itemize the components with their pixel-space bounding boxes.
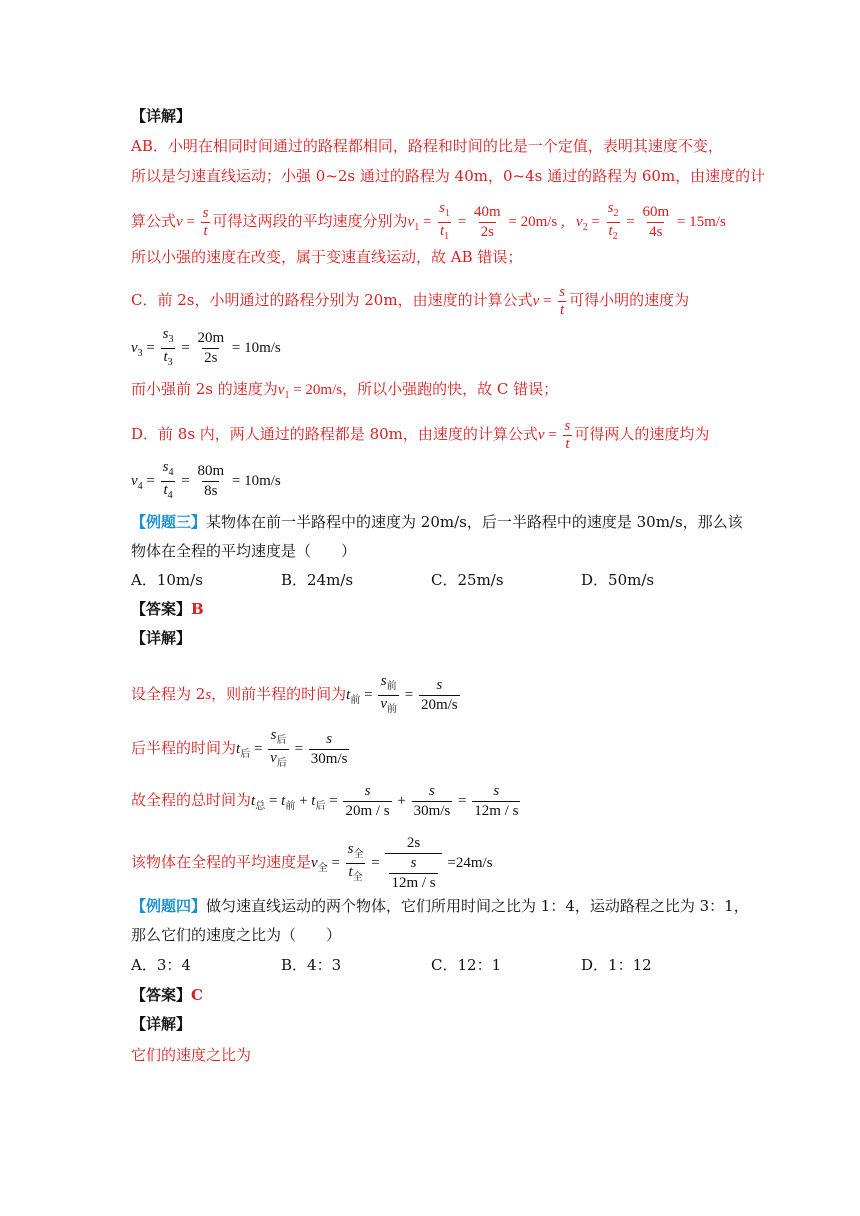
d-line-1 xyxy=(131,418,709,453)
answer-value: B xyxy=(191,600,204,618)
example-3-option-b: B．24m/s xyxy=(281,571,354,589)
example-4-option-c: C．12：1 xyxy=(431,956,502,974)
c-line-1-text-a: C．前 2s，小明通过的路程分别为 20m，由速度的计算公式 xyxy=(131,290,533,309)
example-3-step-1: 设全程为 2s，则前半程的时间为$t_前$ = $\frac{s_前}{v_前}$ = $\frac{s}{20m/s}$ xyxy=(131,673,462,718)
answer-label: 【答案】 xyxy=(131,600,192,618)
example-4-question-line-1 xyxy=(131,896,749,916)
example-3-step-4 xyxy=(131,834,493,893)
formula-v1-v2: $v_1$ = $\frac{s_1}{t_1}$ = $\frac{40m}{2s}$ = 20m/s , $v_2$ = $\frac{s_2}{t_2}$ = $\frac{60m}{4s}$ = 15m/s xyxy=(408,214,726,230)
d-line-1-text-b: 可得两人的速度均为 xyxy=(574,424,710,443)
formula-v4: $v_4$ = $\frac{s_4}{t_4}$ = $\frac{80m}{8s}$ = 10m/s xyxy=(131,459,281,504)
formula-v-total: $v_全$ = $\frac{s_全}{t_全}$ = $\frac{2s}{\frac{s}{12m / s}}$ =24m/s xyxy=(311,835,493,891)
step-3-text: 故全程的总时间为 xyxy=(131,790,252,809)
formula-t-total: $t_总 = t_前 + t_后$ = $\frac{s}{20m / s}$ + $\frac{s}{30m/s}$ = $\frac{s}{12m / s}$ xyxy=(251,783,519,819)
c-line-3-text-b: ，所以小强跑的快，故 C 错误； xyxy=(342,380,559,398)
example-4-option-a: A．3：4 xyxy=(131,956,191,974)
example-3-step-3 xyxy=(131,782,522,821)
c-line-1-text-b: 可得小明的速度为 xyxy=(569,290,690,309)
example-4-question-line-2: 那么它们的速度之比为（ ） xyxy=(131,926,342,944)
step-1-text-b: ，则前半程的时间为 xyxy=(211,684,347,703)
formula-v1-value: $v_1 = 20m/s$ xyxy=(277,382,343,401)
example-4-detail-label: 【详解】 xyxy=(131,1015,192,1033)
example-4-option-d: D．1：12 xyxy=(581,956,652,974)
example-3-answer xyxy=(131,599,204,619)
formula-v-s-t-2: v = $\frac{s}{t}$ xyxy=(532,284,566,318)
example-3-step-2 xyxy=(131,727,351,772)
ab-line-3 xyxy=(131,200,726,245)
example-4-step-1: 它们的速度之比为 xyxy=(131,1046,252,1064)
c-line-1 xyxy=(131,284,689,319)
d-line-1-text-a: D．前 8s 内，两人通过的路程都是 80m，由速度的计算公式 xyxy=(131,424,538,443)
example-4-option-b: B．4：3 xyxy=(281,956,342,974)
step-1-text-a: 设全程为 2 xyxy=(131,684,206,703)
ab-line-3-text-b: 可得这两段的平均速度分别为 xyxy=(212,211,408,230)
example-3-question-text: 某物体在前一半路程中的速度为 20m/s，后一半路程中的速度是 30m/s，那么该 xyxy=(206,513,743,531)
example-3-tag: 【例题三】 xyxy=(131,513,207,531)
example-3-question-line-1 xyxy=(131,512,743,532)
ab-line-1: AB．小明在相同时间通过的路程都相同，路程和时间的比是一个定值，表明其速度不变， xyxy=(131,137,723,155)
step-2-text: 后半程的时间为 xyxy=(131,738,237,757)
c-line-3-text-a: 而小强前 2s 的速度为 xyxy=(131,380,278,398)
example-3-option-c: C．25m/s xyxy=(431,571,504,589)
ab-line-4: 所以小强的速度在改变，属于变速直线运动，故 AB 错误； xyxy=(131,248,523,266)
answer-value: C xyxy=(191,986,203,1004)
formula-t-back: $t_后$ = $\frac{s_后}{v_后}$ = $\frac{s}{30m/s}$ xyxy=(236,741,351,757)
c-line-3 xyxy=(131,379,558,406)
answer-label: 【答案】 xyxy=(131,986,192,1004)
example-3-detail-label: 【详解】 xyxy=(131,629,192,647)
ab-line-3-text-a: 算公式 xyxy=(131,211,177,230)
formula-t-front: $t_前$ = $\frac{s_前}{v_前}$ = $\frac{s}{20m/s}$ xyxy=(346,687,461,703)
example-3-option-a: A．10m/s xyxy=(131,571,203,589)
ab-line-2: 所以是匀速直线运动；小强 0~2s 通过的路程为 40m，0~4s 通过的路程为 60m，由速度的计 xyxy=(131,167,766,185)
example-4-tag: 【例题四】 xyxy=(131,897,207,915)
example-4-answer xyxy=(131,985,203,1005)
formula-v3: $v_3$ = $\frac{s_3}{t_3}$ = $\frac{20m}{2s}$ = 10m/s xyxy=(131,326,281,371)
example-3-question-line-2: 物体在全程的平均速度是（ ） xyxy=(131,542,357,560)
example-4-question-text: 做匀速直线运动的两个物体，它们所用时间之比为 1：4，运动路程之比为 3：1， xyxy=(206,897,749,915)
detail-label: 【详解】 xyxy=(131,107,192,125)
formula-v-s-t: v = $\frac{s}{t}$ xyxy=(176,205,209,239)
formula-v-s-t-3: v = $\frac{s}{t}$ xyxy=(537,418,571,452)
example-3-option-d: D．50m/s xyxy=(581,571,655,589)
step-4-text: 该物体在全程的平均速度是 xyxy=(131,852,312,871)
